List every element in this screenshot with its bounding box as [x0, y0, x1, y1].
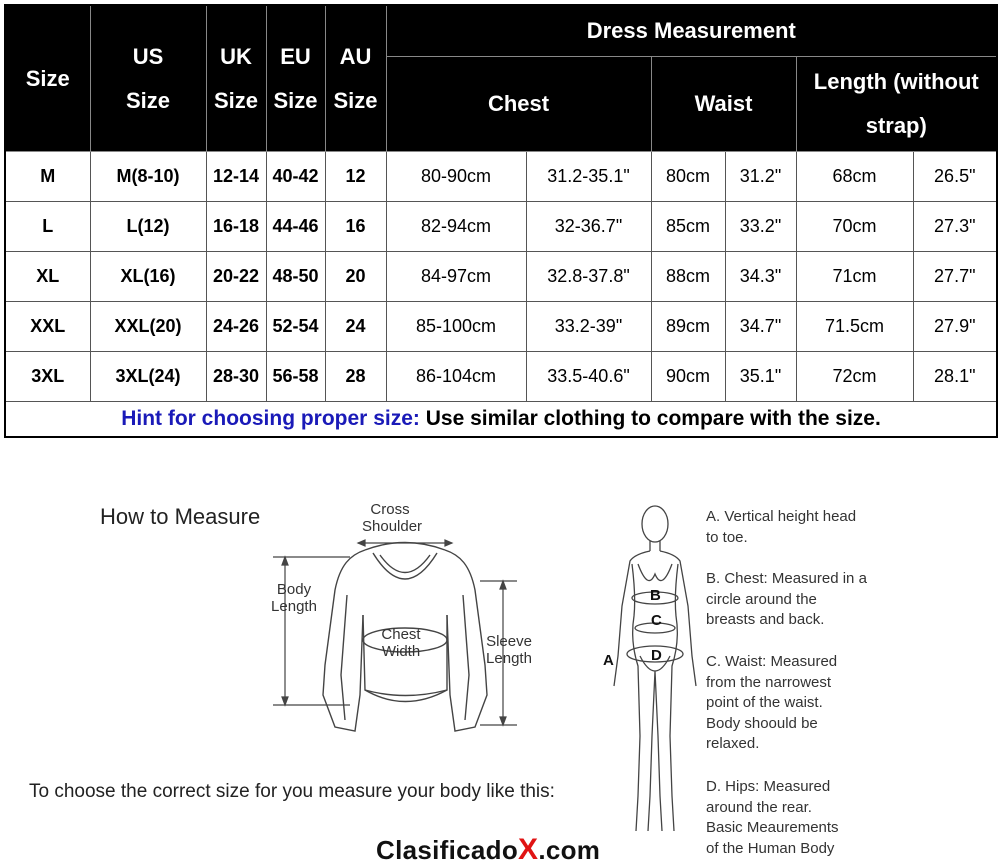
- cell-length-in: 26.5": [913, 152, 997, 202]
- cell-length-in: 27.3": [913, 202, 997, 252]
- cell-size: L: [5, 202, 90, 252]
- cell-waist-in: 34.7": [725, 302, 796, 352]
- cell-waist-cm: 90cm: [651, 352, 725, 402]
- site-watermark: ClasificadoX.com: [376, 833, 601, 866]
- cell-waist-cm: 88cm: [651, 252, 725, 302]
- cell-size: M: [5, 152, 90, 202]
- cell-waist-in: 34.3": [725, 252, 796, 302]
- hint-label: Hint for choosing proper size:: [121, 407, 420, 430]
- cell-chest-in: 33.2-39": [526, 302, 651, 352]
- instruction-b: B. Chest: Measured in a circle around the breasts and back.: [706, 570, 867, 628]
- size-chart-table: [4, 4, 998, 438]
- cell-us: XL(16): [90, 252, 206, 302]
- cell-length-in: 27.7": [913, 252, 997, 302]
- cell-chest-cm: 86-104cm: [386, 352, 526, 402]
- table-row: [5, 152, 997, 202]
- cell-eu: 56-58: [266, 352, 325, 402]
- header-uk-size: UK Size: [206, 5, 266, 152]
- chest-width-label: Chest Width: [381, 626, 421, 660]
- cross-shoulder-label: Cross Shoulder: [362, 501, 423, 535]
- cell-length-cm: 72cm: [796, 352, 913, 402]
- figure-letter-d: D: [651, 647, 662, 664]
- cell-eu: 40-42: [266, 152, 325, 202]
- cell-length-cm: 70cm: [796, 202, 913, 252]
- cell-length-in: 28.1": [913, 352, 997, 402]
- cell-au: 28: [325, 352, 386, 402]
- cell-length-cm: 71.5cm: [796, 302, 913, 352]
- header-size: Size: [5, 5, 90, 152]
- cell-length-cm: 68cm: [796, 152, 913, 202]
- cell-size: XXL: [5, 302, 90, 352]
- cell-waist-cm: 85cm: [651, 202, 725, 252]
- cell-chest-in: 32.8-37.8": [526, 252, 651, 302]
- cell-chest-cm: 80-90cm: [386, 152, 526, 202]
- header-chest: Chest: [386, 57, 651, 152]
- cell-eu: 44-46: [266, 202, 325, 252]
- cell-uk: 12-14: [206, 152, 266, 202]
- figure-letter-b: B: [650, 587, 661, 604]
- cell-uk: 16-18: [206, 202, 266, 252]
- cell-eu: 48-50: [266, 252, 325, 302]
- cell-size: 3XL: [5, 352, 90, 402]
- header-length: Length (without strap): [796, 57, 997, 152]
- cell-us: L(12): [90, 202, 206, 252]
- cell-waist-in: 33.2": [725, 202, 796, 252]
- instruction-c: C. Waist: Measured from the narrowest point of the waist. Body shoould be relaxed.: [706, 653, 838, 752]
- table-row: [5, 352, 997, 402]
- table-row: [5, 202, 997, 252]
- table-row: [5, 252, 997, 302]
- cell-us: 3XL(24): [90, 352, 206, 402]
- table-row: [5, 302, 997, 352]
- cell-uk: 20-22: [206, 252, 266, 302]
- cell-waist-in: 35.1": [725, 352, 796, 402]
- cell-waist-in: 31.2": [725, 152, 796, 202]
- cell-uk: 28-30: [206, 352, 266, 402]
- cell-eu: 52-54: [266, 302, 325, 352]
- cell-au: 16: [325, 202, 386, 252]
- choose-size-instruction: To choose the correct size for you measure your body like this:: [29, 781, 555, 802]
- cell-uk: 24-26: [206, 302, 266, 352]
- cell-us: M(8-10): [90, 152, 206, 202]
- instruction-d: D. Hips: Measured around the rear. Basic Meaurements of the Human Body: [706, 778, 839, 857]
- header-eu-size: EU Size: [266, 5, 325, 152]
- cell-length-cm: 71cm: [796, 252, 913, 302]
- cell-waist-cm: 80cm: [651, 152, 725, 202]
- header-dress-measurement: Dress Measurement: [386, 5, 997, 57]
- cell-au: 20: [325, 252, 386, 302]
- cell-chest-in: 31.2-35.1": [526, 152, 651, 202]
- instruction-a: A. Vertical height head to toe.: [706, 508, 857, 546]
- how-to-measure-title: How to Measure: [100, 504, 261, 529]
- hint-text: Use similar clothing to compare with the size.: [419, 407, 881, 430]
- cell-chest-cm: 84-97cm: [386, 252, 526, 302]
- cell-chest-cm: 82-94cm: [386, 202, 526, 252]
- body-figure: [600, 496, 700, 846]
- cell-length-in: 27.9": [913, 302, 997, 352]
- figure-letter-c: C: [651, 612, 662, 629]
- cell-chest-in: 32-36.7": [526, 202, 651, 252]
- cell-size: XL: [5, 252, 90, 302]
- header-waist: Waist: [651, 57, 796, 152]
- sleeve-length-label: Sleeve Length: [486, 633, 532, 667]
- size-hint: [5, 402, 997, 438]
- cell-chest-cm: 85-100cm: [386, 302, 526, 352]
- figure-letter-a: A: [603, 652, 614, 669]
- cell-waist-cm: 89cm: [651, 302, 725, 352]
- cell-chest-in: 33.5-40.6": [526, 352, 651, 402]
- header-us-size: US Size: [90, 5, 206, 152]
- cell-au: 24: [325, 302, 386, 352]
- body-length-label: Body Length: [271, 581, 317, 615]
- cell-au: 12: [325, 152, 386, 202]
- header-au-size: AU Size: [325, 5, 386, 152]
- cell-us: XXL(20): [90, 302, 206, 352]
